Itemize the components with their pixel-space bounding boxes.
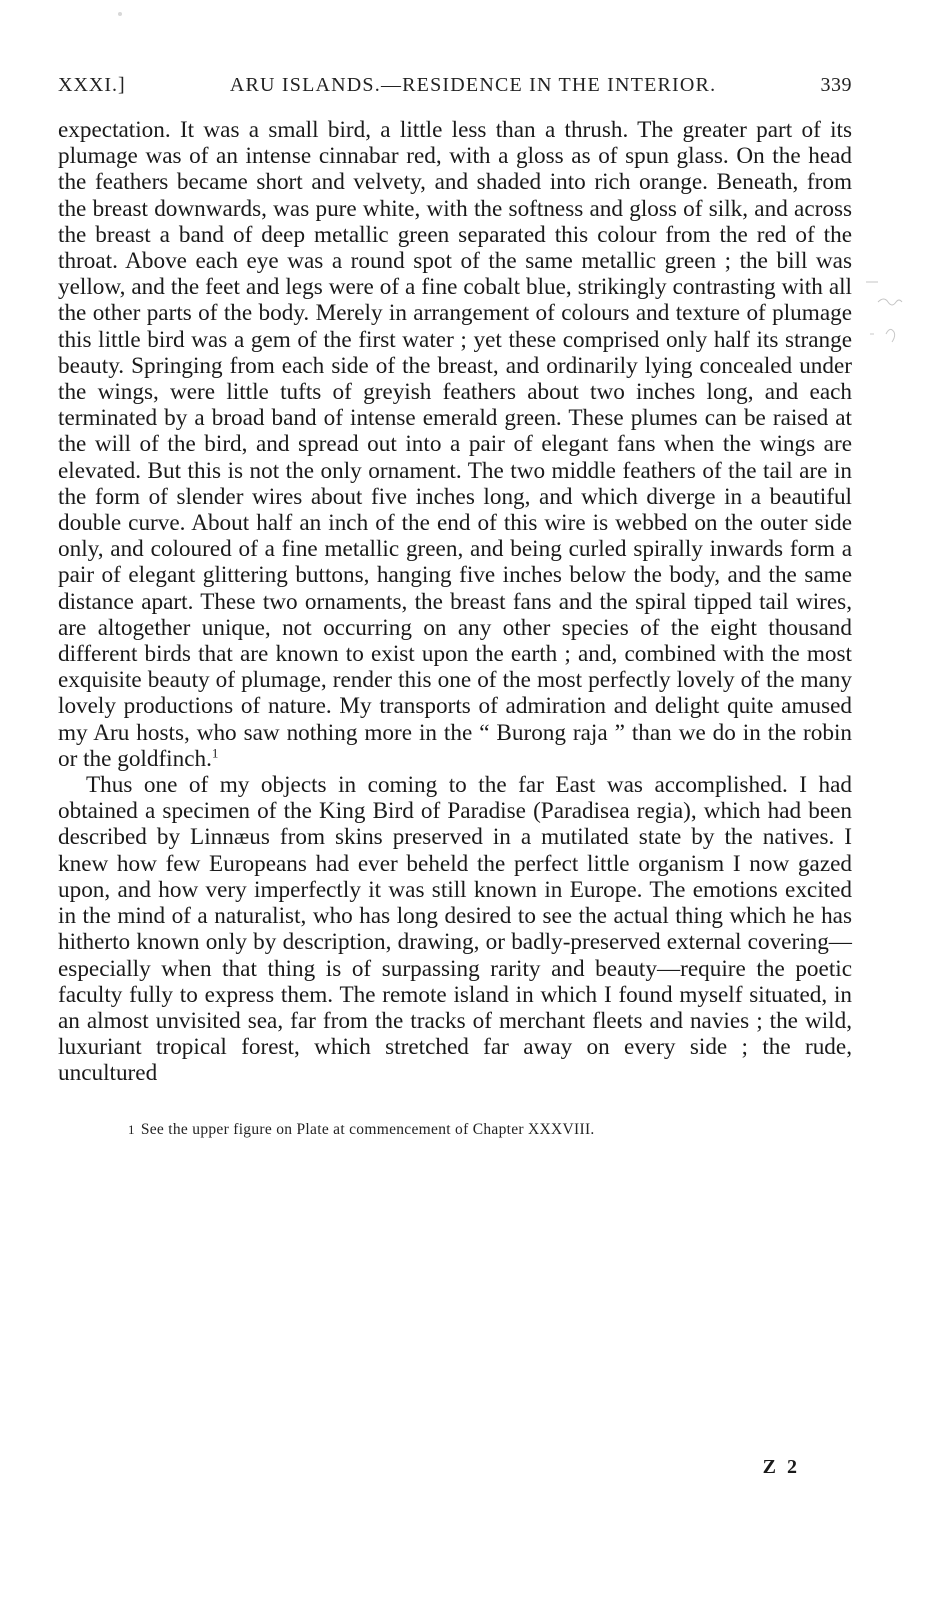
footnote-mark: 1 <box>128 1121 135 1137</box>
signature-mark: Z 2 <box>762 1456 800 1478</box>
paper-speck <box>118 12 122 16</box>
book-page <box>58 74 852 1139</box>
pencil-margin-marks <box>864 276 914 356</box>
page-number: 339 <box>820 74 852 96</box>
paragraph <box>58 772 852 1086</box>
footnote-reference: 1 <box>211 745 219 761</box>
paragraph-continued <box>58 117 852 772</box>
footnote-text: See the upper figure on Plate at commencement of Chapter XXXVIII. <box>140 1120 595 1138</box>
paragraph-text: expectation. It was a small bird, a little less than a thrush. The greater part of its plumage was of an intense cinnabar red, with a gloss as of spun glass. On the head the feathers became short and velvety, and shaded into rich orange. Beneath, from the breast downwards, was pure white, with the softness and gloss of silk, and across the breast a band of deep metallic green separated this colour from the red of the throat. Above each eye was a round spot of the same metallic green ; the bill was yellow, and the feet and legs were of a fine cobalt blue, strikingly contrasting with all the other parts of the body. Merely in arrangement of colours and texture of plumage this little bird was a gem of the first water ; yet these comprised only half its strange beauty. Springing from each side of the breast, and ordinarily lying concealed under the wings, were little tufts of greyish feathers about two inches long, and each terminated by a broad band of intense emerald green. These plumes can be raised at the will of the bird, and spread out into a pair of elegant fans when the wings are elevated. But this is not the only ornament. The two middle feathers of the tail are in the form of slender wires about five inches long, and which diverge in a beautiful double curve. About half an inch of the end of this wire is webbed on the outer side only, and coloured of a fine metallic green, and being curled spirally inwards form a pair of elegant glittering buttons, hanging five inches below the body, and the same distance apart. These two ornaments, the breast fans and the spiral tipped tail wires, are altogether unique, not occurring on any other species of the eight thousand different birds that are known to exist upon the earth ; and, combined with the most exquisite beauty of plumage, render this one of the most perfectly lovely of the many lovely productions of nature. My transports of admiration and delight quite amused my Aru hosts, who saw nothing more in the “ Burong raja ” than we do in the robin or the goldfinch. <box>58 117 852 772</box>
running-title: ARU ISLANDS.—RESIDENCE IN THE INTERIOR. <box>229 74 717 96</box>
paragraph-text: Thus one of my objects in coming to the far East was accomplished. I had obtained a specimen of the King Bird of Paradise (Paradisea regia), which had been described by Linnæus from skins preserved in a mutilated state by the natives. I knew how few Europeans had ever beheld the perfect little organism I now gazed upon, and how very imperfectly it was still known in Europe. The emotions excited in the mind of a naturalist, who has long desired to see the actual thing which he has hitherto known only by description, drawing, or badly-preserved external covering—especially when that thing is of surpassing rarity and beauty—require the poetic faculty fully to express them. The remote island in which I found myself situated, in an almost unvisited sea, far from the tracks of merchant fleets and navies ; the wild, luxuriant tropical forest, which stretched far away on every side ; the rude, uncultured <box>58 772 852 1087</box>
body-text <box>58 117 852 1087</box>
running-head <box>58 74 852 97</box>
footnote <box>128 1121 852 1139</box>
chapter-number: XXXI.] <box>58 74 126 96</box>
